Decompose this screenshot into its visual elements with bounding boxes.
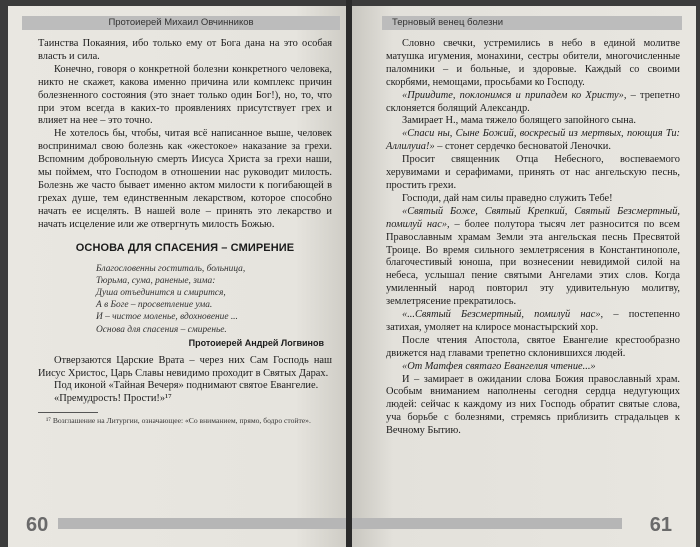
paragraph — [38, 393, 332, 406]
footer-band-right — [352, 518, 622, 529]
paragraph-text: – постепенно затихая, умоляет на клиросе монастырский хор. — [386, 309, 680, 333]
italic-quote: «...Святый Безсмертный, помилуй нас», — [402, 309, 604, 321]
paragraph-text: Господи, дай нам силы праведно служить Тебе! — [402, 192, 613, 204]
footer-band-left — [58, 518, 346, 529]
right-page-body — [386, 38, 680, 438]
paragraph — [386, 335, 680, 361]
running-header-right: Терновый венец болезни — [382, 16, 682, 30]
left-paragraphs-bottom — [38, 355, 332, 407]
paragraph — [386, 193, 680, 206]
italic-quote: «Приидите, поклонимся и припадем ко Христу», — [402, 89, 627, 101]
footnote: ¹⁷ Возглашение на Литургии, означающее: «Со вниманием, прямо, бодро стойте». — [46, 416, 311, 426]
paragraph-text: Таинства Покаяния, ибо только ему от Бога дана на это особая власть и сила. — [38, 38, 332, 62]
poem-line: Основа для спасения – смиренье. — [96, 324, 227, 335]
paragraph — [38, 38, 332, 64]
italic-quote: «Святый Боже, Святый Крепкий, Святый Безсмертный, помилуй нас», — [386, 205, 680, 230]
left-page — [8, 6, 346, 547]
poem-line: Благословенны гоститаль, больница, — [96, 263, 246, 274]
paragraph — [38, 128, 332, 231]
poem-line: Душа отъединится и смирится, — [96, 287, 226, 298]
paragraph-text: «Премудрость! Прости!»¹⁷ — [54, 393, 172, 405]
paragraph — [386, 154, 680, 193]
paragraph-text: Словно свечки, устремились в небо в единой молитве матушка игумения, монахини, сестры обители, многочисленные паломники – и больные, и здоровые. Каждый со своими скорбями, немощами, просьбами ко Господу. — [386, 38, 680, 88]
epigraph-poem — [38, 263, 332, 336]
running-header-left: Протоиерей Михаил Овчинников — [22, 16, 340, 30]
right-page — [352, 6, 696, 547]
paragraph-text: Замирает Н., мама тяжело болящего запойного сына. — [402, 115, 636, 127]
poem-line: А в Боге – просветление ума. — [96, 300, 213, 311]
paragraph — [386, 90, 680, 116]
poem-line: Тюрьма, сума, раненые, зима: — [96, 275, 216, 286]
paragraph-text: Отверзаются Царские Врата – через них Сам Господь наш Иисус Христос, Царь Славы невидимо проходит в Святых Дарах. — [38, 354, 332, 379]
paragraph-text: – стонет сердечко бесноватой Леночки. — [434, 141, 611, 153]
left-page-body — [38, 38, 332, 425]
poem-line: И – чистое моленье, вдохновение ... — [96, 312, 238, 323]
paragraph-text: После чтения Апостола, святое Евангелие крестообразно движется над главами трепетно склонившихся людей. — [386, 334, 680, 359]
paragraph-text: – более полутора тысяч лет разносится по всем Православным храмам Земли эта ангельская песнь Пресвятой Троице. Во время сильного землетрясения в Константинополе, благочестивый юноша, при вознесении невидимой силой на небеса, услышал пение святыми Ангелами этих слов. Когда умиленный народ повторил эту удивительную молитву, землетрясение прекратилось. — [386, 218, 680, 308]
page-number-right: 61 — [649, 514, 672, 536]
poem-author: Протоиерей Андрей Логвинов — [188, 337, 324, 348]
footnote-divider — [38, 412, 98, 413]
paragraph-text: Под иконой «Тайная Вечеря» поднимают святое Евангелие. — [54, 380, 319, 392]
paragraph — [386, 206, 680, 309]
page-number-left: 60 — [26, 514, 49, 536]
paragraph — [386, 115, 680, 128]
italic-quote: «От Матфея святаго Евангелия чтение...» — [402, 360, 596, 372]
paragraph-text: – трепетно склоняется болящий Александр. — [386, 89, 680, 114]
paragraph — [386, 128, 680, 154]
paragraph — [386, 38, 680, 90]
paragraph-text: Конечно, говоря о конкретной болезни конкретного человека, никто не скажет, какова именно причина или комплекс причин болезненного состояния (это знает только один Бог!), но, то, что при этом всегда в каких-то проявлениях присутствует грех и влияет на нее – это точно. — [38, 63, 332, 127]
paragraph — [386, 309, 680, 335]
italic-quote: «Спаси ны, Сыне Божий, воскресый из мертвых, поющия Ти: Аллилуиа!» — [386, 128, 680, 153]
paragraph — [38, 380, 332, 393]
paragraph-text: Не хотелось бы, чтобы, читая всё написанное выше, человек воспринимал свою болезнь как «жестокое» наказание за грехи. Вспомним добровольную смерть Иисуса Христа за грехи наши, мы поймем, что Господом в отношении нас руководит милость. Болезнь же часто бывает именно актом милости к погибающей в грехах душе, тем единственным лекарством, которое способно начать ее исцелять. В нашей воле – принять это лекарство и начать исцеление или же отвергнуть милость Божью. — [38, 128, 332, 230]
section-title: ОСНОВА ДЛЯ СПАСЕНИЯ – СМИРЕНИЕ — [75, 241, 295, 254]
paragraph — [38, 355, 332, 381]
left-paragraphs-top — [38, 38, 332, 232]
paragraph — [38, 64, 332, 129]
paragraph — [386, 374, 680, 439]
paragraph-text: И – замирает в ожидании слова Божия православный храм. Особым вниманием наполнены сегодня сердца недугующих людей: сейчас к каждому из них Господь обратит святые слова, уча борьбе с болезнями, стремясь приблизить страдальцев к Вечному Бытию. — [386, 373, 680, 437]
paragraph-text: Просит священник Отца Небесного, воспеваемого херувимами и серафимами, принять от нас ангельскую песнь, простить грехи. — [386, 154, 680, 191]
paragraph — [386, 361, 680, 374]
